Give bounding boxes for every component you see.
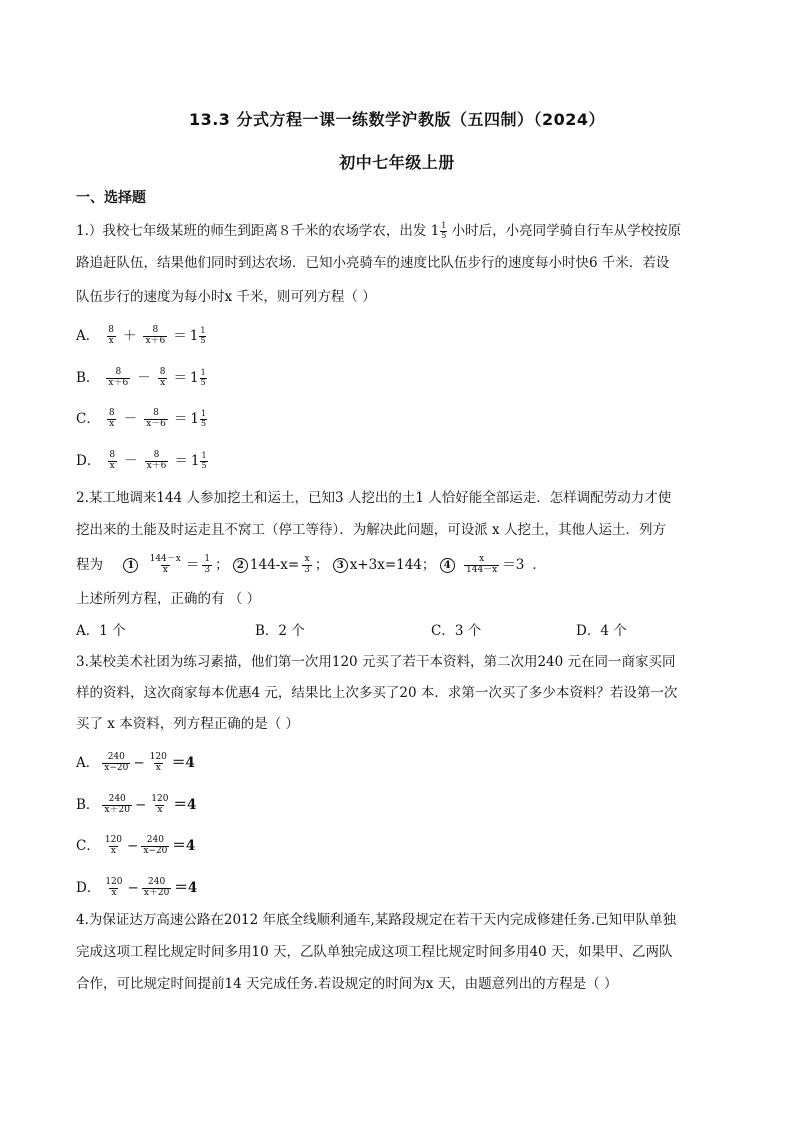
fraction: $\frac{120}{x}$ xyxy=(104,835,123,856)
q2-option-c: C．3 个 xyxy=(431,623,482,639)
q4-line3: 合作，可比规定时间提前14 天完成任务.若设规定的时间为x 天，由题意列出的方程是（ ） xyxy=(76,976,618,992)
mixed-number: 1 $\frac{1}{5}$ xyxy=(190,451,207,470)
q3-option-a: A． $\frac{240}{x-20}$ − $\frac{120}{x}$ ＝4 xyxy=(76,752,195,773)
fraction: $\frac{240}{x-20}$ xyxy=(143,835,168,856)
fraction: $\frac{8}{x-6}$ xyxy=(146,408,166,429)
fraction: $\frac{8}{x+6}$ xyxy=(108,367,129,388)
q3-option-b: B． $\frac{240}{x+20}$ − $\frac{120}{x}$ ＝4 xyxy=(76,794,197,815)
mixed-number: 1 $\frac{1}{5}$ xyxy=(430,221,447,240)
fraction: $\frac{240}{x+20}$ xyxy=(143,877,170,898)
q4-line2: 完成这项工程比规定时间多用10 天，乙队单独完成这项工程比规定时间多用40 天，如果甲、乙两队 xyxy=(76,944,673,960)
q3-line2: 样的资料，这次商家每本优惠4 元，结果比上次多买了20 本．求第一次买了多少本资料？若设第一次 xyxy=(76,685,678,701)
q1-line3: 队伍步行的速度为每小时x 千米，则可列方程（ ） xyxy=(76,289,376,305)
circled-number-1: 1 xyxy=(123,558,138,573)
fraction: $\frac{8}{x}$ xyxy=(109,450,116,471)
fraction: $\frac{240}{x-20}$ xyxy=(104,752,129,773)
section-heading: 一、选择题 xyxy=(76,190,146,206)
q1-option-a: A． $\frac{8}{x}$ ＋ $\frac{8}{x+6}$ ＝ 1 $\frac{1}{5}$ xyxy=(76,325,206,346)
q2-line2: 挖出来的土能及时运走且不窝工（停工等待）．为解决此问题，可设派 x 人挖土，其他人运土．列方 xyxy=(76,522,666,538)
q2-option-d: D．4 个 xyxy=(576,623,627,639)
document-subtitle: 初中七年级上册 xyxy=(339,153,455,172)
fraction: $\frac{8}{x+6}$ xyxy=(146,450,167,471)
circled-number-3: 3 xyxy=(333,558,348,573)
q1-option-b: B． $\frac{8}{x+6}$ － $\frac{8}{x}$ ＝ 1 $\frac{1}{5}$ xyxy=(76,367,206,388)
fraction: $\frac{8}{x}$ xyxy=(108,325,114,346)
q3-line1: 3.某校美术社团为练习素描，他们第一次用120 元买了若干本资料，第二次用240 元在同一商家买同 xyxy=(76,654,676,670)
fraction: $\frac{1}{5}$ xyxy=(200,368,206,387)
q3-option-d: D． $\frac{120}{x}$ − $\frac{240}{x+20}$ ＝4 xyxy=(76,877,198,898)
fraction: $\frac{8}{x}$ xyxy=(159,367,166,388)
q1-line2: 路追赶队伍，结果他们同时到达农场．已知小亮骑车的速度比队伍步行的速度每小时快6 千米．若设 xyxy=(76,255,670,271)
fraction: $\frac{1}{5}$ xyxy=(200,326,206,345)
fraction: $\frac{1}{5}$ xyxy=(200,409,207,428)
fraction: $\frac{1}{5}$ xyxy=(201,451,207,470)
mixed-number: 1 $\frac{1}{5}$ xyxy=(189,368,206,387)
q1-option-c: C． $\frac{8}{x}$ － $\frac{8}{x-6}$ ＝ 1 $\frac{1}{5}$ xyxy=(76,408,207,429)
q2-equations: 程为 1 $\frac{144-x}{x}$ ＝ $\frac{1}{3}$ ； 2 144-x= $\frac{x}{3}$ ； 3 x+3x=144； 4 $\frac{x}{144-x}$ ＝3 ． xyxy=(76,554,546,575)
q2-line4: 上述所列方程，正确的有 （ ） xyxy=(76,591,261,607)
q1-line1: 1.）我校七年级某班的师生到距离８千米的农场学农，出发 1 $\frac{1}{5}$ 小时后，小亮同学骑自行车从学校按原 xyxy=(76,221,682,240)
fraction: $\frac{240}{x+20}$ xyxy=(104,794,130,815)
circled-number-4: 4 xyxy=(440,558,455,573)
mixed-number: 1 $\frac{1}{5}$ xyxy=(189,326,206,345)
fraction: $\frac{120}{x}$ xyxy=(105,877,123,898)
circled-number-2: 2 xyxy=(233,558,248,573)
fraction: $\frac{8}{x}$ xyxy=(108,408,115,429)
q1-option-d: D． $\frac{8}{x}$ － $\frac{8}{x+6}$ ＝ 1 $\frac{1}{5}$ xyxy=(76,450,207,471)
q3-line3: 买了 x 本资料，列方程正确的是（ ） xyxy=(76,716,299,732)
fraction: $\frac{120}{x}$ xyxy=(151,794,169,815)
fraction: $\frac{120}{x}$ xyxy=(149,752,167,773)
mixed-number: 1 $\frac{1}{5}$ xyxy=(190,409,207,428)
q2-line1: 2.某工地调来144 人参加挖土和运土，已知3 人挖出的土1 人恰好能全部运走．怎样调配劳动力才使 xyxy=(76,490,672,506)
document-title: 13.3 分式方程一课一练数学沪教版（五四制）（2024） xyxy=(188,110,606,129)
fraction: $\frac{8}{x+6}$ xyxy=(145,325,166,346)
q3-option-c: C． $\frac{120}{x}$ − $\frac{240}{x-20}$ ＝4 xyxy=(76,835,196,856)
q2-option-a: A．1 个 xyxy=(76,623,126,639)
q2-option-b: B．2 个 xyxy=(255,623,305,639)
q4-line1: 4.为保证达万高速公路在2012 年底全线顺利通车,某路段规定在若干天内完成修建任务.已知甲队单独 xyxy=(76,912,677,928)
